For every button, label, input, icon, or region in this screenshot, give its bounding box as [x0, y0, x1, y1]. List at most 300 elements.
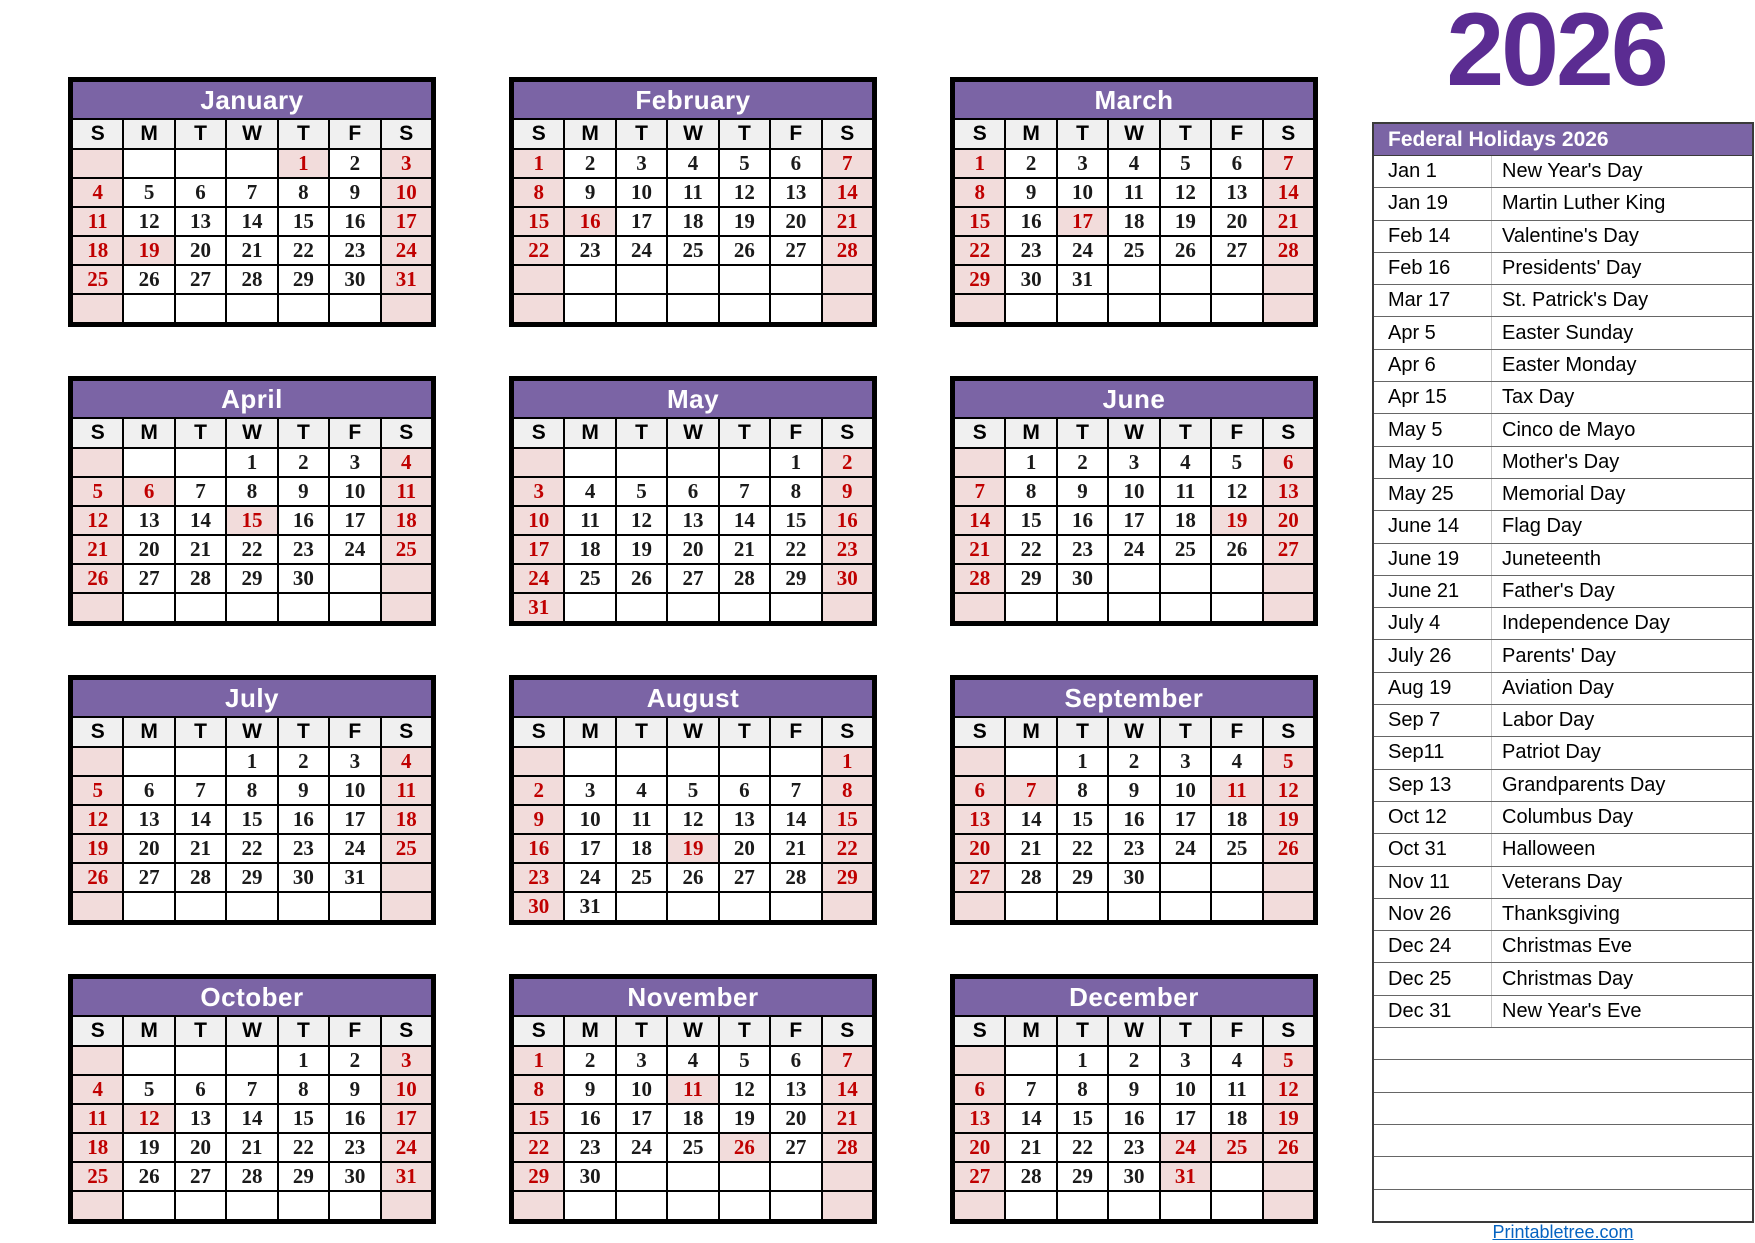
day-header: T [1160, 717, 1211, 747]
day-header: W [1108, 1016, 1159, 1046]
day-cell: 24 [329, 834, 380, 863]
empty-cell [954, 1191, 1005, 1220]
holiday-row [1374, 770, 1752, 802]
day-cell: 9 [822, 477, 873, 506]
day-cell: 2 [1005, 149, 1056, 178]
day-cell: 20 [667, 535, 718, 564]
day-cell: 1 [770, 448, 821, 477]
empty-cell [123, 149, 174, 178]
day-header: S [513, 418, 564, 448]
day-cell: 9 [329, 178, 380, 207]
holiday-name: Thanksgiving [1502, 902, 1620, 925]
day-cell: 14 [822, 1075, 873, 1104]
holiday-row [1374, 867, 1752, 899]
empty-cell [513, 294, 564, 323]
day-cell: 18 [667, 207, 718, 236]
day-cell: 13 [123, 506, 174, 535]
day-cell: 17 [616, 207, 667, 236]
day-cell: 6 [770, 1046, 821, 1075]
day-cell: 15 [1057, 805, 1108, 834]
holiday-date: Nov 26 [1374, 899, 1492, 930]
day-header: T [1160, 1016, 1211, 1046]
holiday-row [1374, 931, 1752, 963]
day-cell: 8 [770, 477, 821, 506]
day-cell: 2 [1108, 747, 1159, 776]
day-cell: 21 [954, 535, 1005, 564]
empty-cell [1211, 1162, 1262, 1191]
empty-cell [667, 1162, 718, 1191]
day-cell: 16 [513, 834, 564, 863]
printabletree-link[interactable]: Printabletree.com [1492, 1222, 1634, 1242]
day-cell: 25 [564, 564, 615, 593]
day-cell: 30 [1108, 863, 1159, 892]
empty-cell [1211, 1191, 1262, 1220]
holiday-date: Jan 19 [1374, 188, 1492, 219]
empty-cell [513, 448, 564, 477]
day-cell: 2 [564, 1046, 615, 1075]
day-cell: 11 [1211, 1075, 1262, 1104]
day-cell: 4 [667, 1046, 718, 1075]
empty-cell [329, 1191, 380, 1220]
empty-cell [667, 294, 718, 323]
day-cell: 22 [226, 535, 277, 564]
day-cell: 20 [1263, 506, 1314, 535]
day-header: T [278, 1016, 329, 1046]
day-cell: 14 [954, 506, 1005, 535]
day-cell: 7 [954, 477, 1005, 506]
day-cell: 28 [954, 564, 1005, 593]
day-cell: 14 [770, 805, 821, 834]
day-cell: 6 [123, 477, 174, 506]
day-cell: 12 [123, 207, 174, 236]
day-cell: 26 [72, 863, 123, 892]
day-header: M [123, 119, 174, 149]
empty-cell [667, 593, 718, 622]
day-cell: 14 [1005, 805, 1056, 834]
empty-cell [1211, 294, 1262, 323]
day-cell: 8 [226, 776, 277, 805]
holiday-empty-row [1374, 1125, 1752, 1157]
day-cell: 12 [123, 1104, 174, 1133]
day-cell: 12 [72, 506, 123, 535]
holiday-date: Nov 11 [1374, 867, 1492, 898]
day-cell: 23 [329, 1133, 380, 1162]
day-cell: 11 [616, 805, 667, 834]
day-cell: 21 [719, 535, 770, 564]
day-cell: 19 [1211, 506, 1262, 535]
empty-cell [278, 892, 329, 921]
day-cell: 9 [1005, 178, 1056, 207]
day-cell: 6 [719, 776, 770, 805]
day-cell: 8 [1057, 776, 1108, 805]
day-header: T [278, 119, 329, 149]
empty-cell [954, 294, 1005, 323]
empty-cell [1263, 1191, 1314, 1220]
day-cell: 10 [381, 178, 432, 207]
day-cell: 5 [123, 178, 174, 207]
day-cell: 25 [1211, 834, 1262, 863]
empty-cell [770, 593, 821, 622]
empty-cell [1057, 593, 1108, 622]
day-cell: 17 [513, 535, 564, 564]
day-cell: 4 [72, 1075, 123, 1104]
day-cell: 22 [770, 535, 821, 564]
day-cell: 23 [564, 1133, 615, 1162]
day-cell: 8 [954, 178, 1005, 207]
day-header: S [1263, 119, 1314, 149]
day-cell: 23 [822, 535, 873, 564]
day-cell: 25 [667, 236, 718, 265]
holiday-row [1374, 221, 1752, 253]
empty-cell [123, 1046, 174, 1075]
holiday-name: Memorial Day [1502, 483, 1626, 506]
day-cell: 3 [329, 448, 380, 477]
day-cell: 3 [1160, 1046, 1211, 1075]
holiday-date: July 26 [1374, 640, 1492, 671]
empty-cell [226, 593, 277, 622]
empty-cell [175, 448, 226, 477]
day-cell: 7 [770, 776, 821, 805]
day-header: T [719, 717, 770, 747]
day-cell: 25 [72, 265, 123, 294]
day-cell: 28 [226, 1162, 277, 1191]
day-header: S [381, 418, 432, 448]
day-cell: 6 [175, 1075, 226, 1104]
day-cell: 16 [564, 1104, 615, 1133]
empty-cell [954, 892, 1005, 921]
month-title: June [954, 380, 1314, 418]
day-header: W [226, 717, 277, 747]
day-header: T [719, 418, 770, 448]
day-cell: 10 [616, 1075, 667, 1104]
day-cell: 5 [616, 477, 667, 506]
empty-cell [1160, 863, 1211, 892]
day-header: T [175, 717, 226, 747]
empty-cell [954, 747, 1005, 776]
day-header: M [564, 717, 615, 747]
day-cell: 11 [381, 776, 432, 805]
holiday-row [1374, 640, 1752, 672]
day-header: F [1211, 119, 1262, 149]
empty-cell [1108, 265, 1159, 294]
empty-cell [1263, 1162, 1314, 1191]
holiday-row [1374, 253, 1752, 285]
day-cell: 19 [72, 834, 123, 863]
day-cell: 12 [616, 506, 667, 535]
holiday-date: July 4 [1374, 608, 1492, 639]
day-cell: 5 [123, 1075, 174, 1104]
day-cell: 22 [822, 834, 873, 863]
day-header: W [226, 418, 277, 448]
day-cell: 3 [1160, 747, 1211, 776]
day-cell: 21 [175, 834, 226, 863]
holiday-name: Easter Sunday [1502, 321, 1634, 344]
empty-cell [770, 1162, 821, 1191]
empty-cell [329, 892, 380, 921]
holidays-list [1374, 156, 1752, 1221]
day-cell: 8 [513, 1075, 564, 1104]
day-cell: 7 [226, 1075, 277, 1104]
day-header: S [954, 119, 1005, 149]
day-header: S [513, 1016, 564, 1046]
empty-cell [822, 892, 873, 921]
holiday-row [1374, 737, 1752, 769]
day-header: S [513, 119, 564, 149]
day-cell: 12 [72, 805, 123, 834]
day-cell: 12 [719, 178, 770, 207]
holiday-date: May 10 [1374, 447, 1492, 478]
day-cell: 3 [1108, 448, 1159, 477]
day-cell: 4 [381, 448, 432, 477]
day-cell: 20 [719, 834, 770, 863]
day-cell: 31 [513, 593, 564, 622]
day-header: W [667, 1016, 718, 1046]
day-cell: 28 [1263, 236, 1314, 265]
month-title: October [72, 978, 432, 1016]
empty-cell [175, 593, 226, 622]
month-title: August [513, 679, 873, 717]
day-cell: 13 [1211, 178, 1262, 207]
day-header: W [1108, 717, 1159, 747]
day-cell: 11 [1160, 477, 1211, 506]
holidays-panel [1372, 122, 1754, 1223]
day-cell: 28 [822, 1133, 873, 1162]
empty-cell [72, 593, 123, 622]
day-cell: 28 [1005, 863, 1056, 892]
holiday-name: Presidents' Day [1502, 257, 1642, 280]
holiday-row [1374, 285, 1752, 317]
empty-cell [278, 1191, 329, 1220]
day-cell: 12 [1160, 178, 1211, 207]
day-cell: 1 [226, 747, 277, 776]
month-title: March [954, 81, 1314, 119]
day-cell: 21 [1005, 834, 1056, 863]
day-cell: 10 [329, 776, 380, 805]
empty-cell [719, 747, 770, 776]
month-title: May [513, 380, 873, 418]
day-cell: 17 [329, 805, 380, 834]
day-header: F [770, 119, 821, 149]
empty-cell [1263, 593, 1314, 622]
day-cell: 6 [954, 776, 1005, 805]
holiday-date: May 5 [1374, 414, 1492, 445]
day-header: F [329, 418, 380, 448]
day-cell: 30 [329, 265, 380, 294]
day-cell: 28 [1005, 1162, 1056, 1191]
day-cell: 8 [278, 178, 329, 207]
empty-cell [1005, 892, 1056, 921]
day-cell: 18 [1108, 207, 1159, 236]
day-cell: 29 [513, 1162, 564, 1191]
day-cell: 2 [822, 448, 873, 477]
day-cell: 31 [381, 1162, 432, 1191]
holiday-name: Grandparents Day [1502, 773, 1666, 796]
month-may [509, 376, 877, 626]
holiday-date: Dec 25 [1374, 963, 1492, 994]
empty-cell [667, 747, 718, 776]
day-cell: 4 [667, 149, 718, 178]
day-cell: 22 [278, 236, 329, 265]
empty-cell [954, 593, 1005, 622]
day-cell: 26 [667, 863, 718, 892]
day-cell: 4 [1160, 448, 1211, 477]
day-cell: 30 [329, 1162, 380, 1191]
holiday-row [1374, 963, 1752, 995]
day-cell: 24 [381, 1133, 432, 1162]
day-cell: 9 [278, 477, 329, 506]
day-cell: 19 [719, 1104, 770, 1133]
empty-cell [616, 294, 667, 323]
day-header: S [822, 418, 873, 448]
day-header: S [954, 418, 1005, 448]
empty-cell [719, 448, 770, 477]
day-cell: 7 [1005, 1075, 1056, 1104]
holiday-date: June 14 [1374, 511, 1492, 542]
empty-cell [381, 294, 432, 323]
empty-cell [123, 448, 174, 477]
holiday-row [1374, 317, 1752, 349]
empty-cell [719, 265, 770, 294]
holiday-name: Valentine's Day [1502, 224, 1639, 247]
holiday-date: Sep 7 [1374, 705, 1492, 736]
day-cell: 5 [1263, 747, 1314, 776]
day-cell: 22 [226, 834, 277, 863]
day-cell: 3 [381, 1046, 432, 1075]
empty-cell [1211, 863, 1262, 892]
holiday-name: Veterans Day [1502, 870, 1623, 893]
day-cell: 29 [226, 863, 277, 892]
empty-cell [770, 294, 821, 323]
day-cell: 1 [278, 149, 329, 178]
month-june [950, 376, 1318, 626]
day-cell: 21 [770, 834, 821, 863]
month-title: April [72, 380, 432, 418]
day-cell: 30 [1057, 564, 1108, 593]
day-cell: 12 [719, 1075, 770, 1104]
holiday-row [1374, 544, 1752, 576]
day-cell: 13 [1263, 477, 1314, 506]
day-cell: 4 [1211, 747, 1262, 776]
day-cell: 3 [381, 149, 432, 178]
empty-cell [1108, 892, 1159, 921]
holiday-row [1374, 350, 1752, 382]
day-cell: 4 [616, 776, 667, 805]
day-cell: 1 [954, 149, 1005, 178]
day-cell: 27 [175, 265, 226, 294]
day-header: T [278, 418, 329, 448]
empty-cell [1108, 564, 1159, 593]
empty-cell [381, 1191, 432, 1220]
day-cell: 4 [1108, 149, 1159, 178]
holiday-date: Apr 5 [1374, 317, 1492, 348]
day-cell: 25 [667, 1133, 718, 1162]
day-header: S [72, 119, 123, 149]
day-cell: 4 [564, 477, 615, 506]
holiday-name: Christmas Eve [1502, 935, 1633, 958]
empty-cell [564, 593, 615, 622]
empty-cell [719, 1162, 770, 1191]
empty-cell [1211, 593, 1262, 622]
empty-cell [1263, 863, 1314, 892]
holiday-empty-row [1374, 1060, 1752, 1092]
day-cell: 5 [719, 1046, 770, 1075]
day-cell: 10 [329, 477, 380, 506]
holiday-row [1374, 996, 1752, 1028]
day-cell: 15 [1057, 1104, 1108, 1133]
day-cell: 26 [1211, 535, 1262, 564]
day-cell: 10 [513, 506, 564, 535]
day-cell: 15 [226, 506, 277, 535]
day-cell: 7 [822, 149, 873, 178]
holiday-row [1374, 382, 1752, 414]
empty-cell [616, 593, 667, 622]
empty-cell [226, 892, 277, 921]
holiday-row [1374, 576, 1752, 608]
day-cell: 20 [770, 207, 821, 236]
empty-cell [278, 593, 329, 622]
empty-cell [513, 747, 564, 776]
holiday-date: Sep11 [1374, 737, 1492, 768]
day-cell: 3 [616, 1046, 667, 1075]
day-header: F [770, 717, 821, 747]
day-cell: 7 [719, 477, 770, 506]
day-cell: 2 [513, 776, 564, 805]
empty-cell [381, 863, 432, 892]
empty-cell [822, 593, 873, 622]
day-cell: 5 [1211, 448, 1262, 477]
holiday-row [1374, 414, 1752, 446]
day-cell: 26 [719, 236, 770, 265]
day-cell: 22 [513, 236, 564, 265]
empty-cell [175, 892, 226, 921]
empty-cell [175, 1191, 226, 1220]
day-cell: 24 [1160, 834, 1211, 863]
day-cell: 25 [1160, 535, 1211, 564]
empty-cell [616, 892, 667, 921]
empty-cell [564, 448, 615, 477]
day-cell: 7 [1263, 149, 1314, 178]
day-cell: 15 [513, 1104, 564, 1133]
day-cell: 31 [381, 265, 432, 294]
day-header: S [513, 717, 564, 747]
day-header: W [667, 418, 718, 448]
empty-cell [1108, 294, 1159, 323]
day-cell: 6 [175, 178, 226, 207]
day-cell: 16 [1057, 506, 1108, 535]
day-cell: 25 [1108, 236, 1159, 265]
empty-cell [329, 564, 380, 593]
day-cell: 18 [616, 834, 667, 863]
empty-cell [1263, 892, 1314, 921]
holiday-row [1374, 705, 1752, 737]
day-cell: 11 [667, 178, 718, 207]
day-cell: 5 [72, 776, 123, 805]
empty-cell [1160, 892, 1211, 921]
day-cell: 9 [329, 1075, 380, 1104]
empty-cell [1005, 1046, 1056, 1075]
day-header: S [72, 418, 123, 448]
day-cell: 12 [1263, 1075, 1314, 1104]
day-cell: 16 [329, 1104, 380, 1133]
day-header: T [719, 1016, 770, 1046]
day-cell: 1 [513, 149, 564, 178]
empty-cell [72, 448, 123, 477]
empty-cell [226, 1191, 277, 1220]
day-cell: 30 [1005, 265, 1056, 294]
day-cell: 27 [954, 863, 1005, 892]
day-cell: 29 [278, 265, 329, 294]
empty-cell [123, 747, 174, 776]
